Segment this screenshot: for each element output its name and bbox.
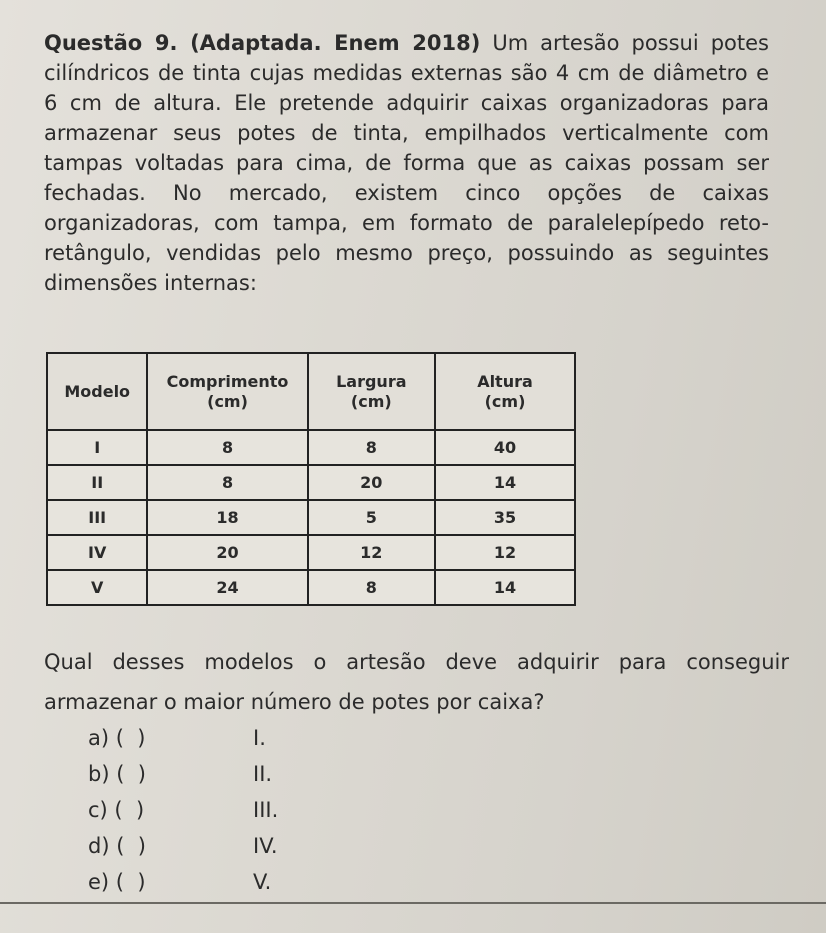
header-unit: (cm) [350,391,392,411]
cell-largura: 8 [308,570,435,605]
option-value: V. [253,870,272,894]
option-letter: c) ( ) [88,798,145,822]
question-statement [44,28,769,298]
table-row [47,535,575,570]
option-value: III. [253,798,279,822]
cell-altura: 14 [435,465,575,500]
option-letter: e) ( ) [88,870,146,894]
cell-comprimento: 18 [147,500,307,535]
option-value: I. [253,726,266,750]
option-letter: b) ( ) [88,762,146,786]
cell-altura: 35 [435,500,575,535]
cell-modelo: II [47,465,147,500]
header-unit: (cm) [207,391,248,411]
cell-largura: 8 [308,430,435,465]
divider-line [0,902,826,904]
cell-modelo: III [47,500,147,535]
header-label: Largura [336,371,407,391]
option-letter: d) ( ) [88,834,146,858]
cell-modelo: V [47,570,147,605]
cell-comprimento: 8 [147,465,307,500]
header-modelo [47,353,147,430]
cell-largura: 12 [308,535,435,570]
cell-altura: 40 [435,430,575,465]
cell-largura: 5 [308,500,435,535]
cell-largura: 20 [308,465,435,500]
table-row [47,500,575,535]
cell-modelo: IV [47,535,147,570]
header-comprimento [147,353,307,430]
box-dimensions-table [46,352,576,606]
question-text: Um artesão possui potes cilíndricos de tinta cujas medidas externas são 4 cm de diâmetro e 6 cm de altura. Ele pretende adquirir caixas organizadoras para armazenar seus potes de tinta, empilhados verticalmente com tampas voltadas para cima, de forma que as caixas possam ser fechadas. No mercado, existem cinco opções de caixas organizadoras, com tampa, em formato de paralelepípedo reto-retângulo, vendidas pelo mesmo preço, possuindo as seguintes dimensões internas: [44,31,769,295]
cell-altura: 14 [435,570,575,605]
table-row [47,570,575,605]
option-value: IV. [253,834,278,858]
header-label: Altura [477,371,533,391]
question-label: Questão 9. (Adaptada. Enem 2018) [44,31,481,55]
header-unit: (cm) [484,391,526,411]
cell-comprimento: 24 [147,570,307,605]
table-row [47,430,575,465]
cell-altura: 12 [435,535,575,570]
cell-comprimento: 20 [147,535,307,570]
table-header-row [47,353,575,430]
header-label: Comprimento [166,371,289,391]
cell-comprimento: 8 [147,430,307,465]
option-letter: a) ( ) [88,726,146,750]
header-altura [435,353,575,430]
header-label: Modelo [64,381,131,401]
question-prompt: Qual desses modelos o artesão deve adquirir para conseguir armazenar o maior número de potes por caixa? [44,650,789,714]
option-value: II. [253,762,273,786]
header-largura [308,353,435,430]
table-row [47,465,575,500]
cell-modelo: I [47,430,147,465]
